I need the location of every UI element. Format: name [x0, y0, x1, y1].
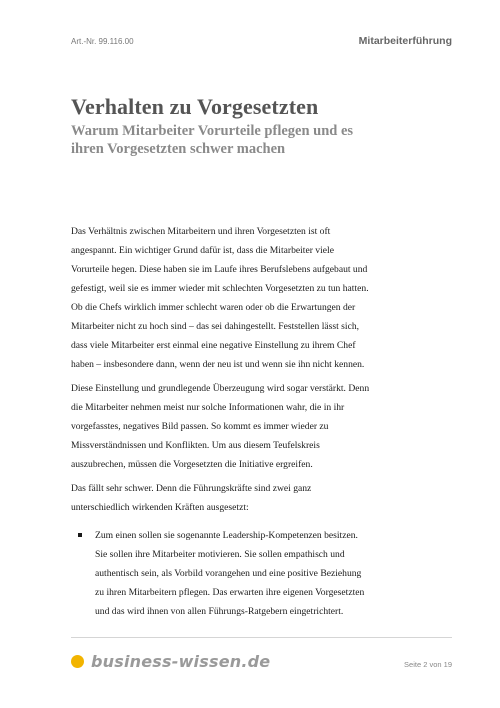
document-category: Mitarbeiterführung — [358, 35, 452, 47]
document-body — [71, 222, 371, 621]
article-number: Art.-Nr. 99.116.00 — [71, 37, 134, 46]
list-item — [71, 526, 371, 621]
page-subtitle: Warum Mitarbeiter Vorurteile pflegen und es ihren Vorgesetzten schwer machen — [71, 123, 354, 157]
page-title: Verhalten zu Vorgesetzten — [71, 94, 319, 119]
paragraph: Das fällt sehr schwer. Denn die Führungskräfte sind zwei ganz unterschiedlich wirkenden Kräften ausgesetzt: — [71, 483, 312, 513]
logo-text: business-wissen.de — [91, 652, 271, 671]
paragraph: Das Verhältnis zwischen Mitarbeitern und ihren Vorgesetzten ist oft angespannt. Ein wichtiger Grund dafür ist, dass die Mitarbeiter viele Vorurteile hegen. Diese haben sie im Laufe ihres Berufslebens aufgebaut und gefestigt, weil sie es immer wieder mit schlechten Vorgesetzten zu tun hatten. Ob die Chefs wirklich immer schlecht waren oder ob die Erwartungen der Mitarbeiter nicht zu hoch sind – das sei dahingestellt. Feststellen lässt sich, dass viele Mitarbeiter erst einmal eine negative Einstellung zu ihrem Chef haben – insbesondere dann, wenn der neu ist und wenn sie ihn nicht kennen. — [71, 226, 369, 370]
bullet-marker-icon — [78, 533, 82, 537]
logo-dot-icon — [71, 655, 84, 668]
list-item-text: Zum einen sollen sie sogenannte Leadership-Kompetenzen besitzen. Sie sollen ihre Mitarbeiter motivieren. Sie sollen empathisch und authentisch sein, als Vorbild vorangehen und eine positive Beziehung zu ihren Mitarbeitern pflegen. Das erwarten ihre eigenen Vorgesetzten und das wird ihnen von allen Führungs-Ratgebern eingetrichtert. — [95, 530, 365, 617]
page-number: Seite 2 von 19 — [404, 660, 452, 669]
footer-divider — [71, 637, 452, 638]
footer-logo[interactable] — [71, 652, 270, 671]
bullet-list — [71, 526, 371, 621]
paragraph: Diese Einstellung und grundlegende Überzeugung wird sogar verstärkt. Denn die Mitarbeiter nehmen meist nur solche Informationen wahr, die in ihr vorgefasstes, negatives Bild passen. So kommt es immer wieder zu Missverständnissen und Konflikten. Um aus diesem Teufelskreis auszubrechen, müssen die Vorgesetzten die Initiative ergreifen. — [71, 383, 370, 470]
